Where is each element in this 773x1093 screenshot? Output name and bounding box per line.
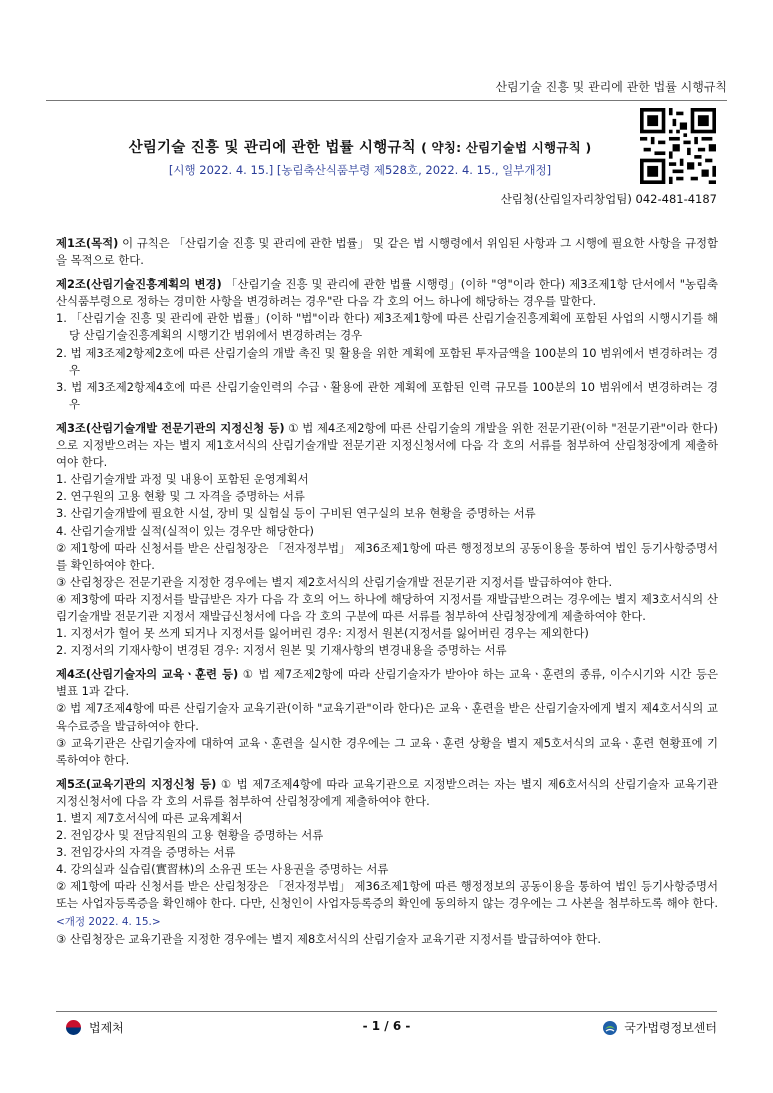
article-heading[interactable]: 제1조(목적) — [56, 236, 119, 250]
article-heading[interactable]: 제3조(산림기술개발 전문기관의 지정신청 등) — [56, 420, 285, 435]
list-item: 1. 산림기술개발 과정 및 내용이 포함된 운영계획서 — [56, 472, 309, 487]
list-item: 4. 강의실과 실습림(實習林)의 소유권 또는 사용권을 증명하는 서류 — [56, 862, 389, 877]
article-text: ① 법 제7조제2항에 따라 산림기술자가 받아야 하는 교육ㆍ훈련의 종류, 이수시기와 시간 등은 별표 1과 같다. — [56, 667, 718, 699]
list-item: 1. 지정서가 헐어 못 쓰게 되거나 지정서를 잃어버린 경우: 지정서 원본(지정서를 잃어버린 경우는 제외한다) — [56, 626, 589, 641]
list-item: 3. 산림기술개발에 필요한 시설, 장비 및 실험실 등이 구비된 연구실의 보유 현황을 증명하는 서류 — [56, 506, 536, 521]
article-text: 「산림기술 진흥 및 관리에 관한 법률 시행령」(이하 "영"이라 한다) 제3조제1항 단서에서 "농림축산식품부령으로 정하는 경미한 사항을 변경하려는 경우"란 다음 각 호의 어느 하나에 해당하는 경우를 말한다. — [56, 277, 718, 309]
list-item: 2. 지정서의 기재사항이 변경된 경우: 지정서 원본 및 기재사항의 변경내용을 증명하는 서류 — [56, 643, 507, 658]
footer-org: 법제처 — [89, 1021, 124, 1035]
header-rule — [46, 100, 727, 101]
title-block — [70, 136, 650, 178]
enforcement-info[interactable]: [시행 2022. 4. 15.] [농림축산식품부령 제528호, 2022. 4. 15., 일부개정] — [168, 163, 552, 177]
amendment-note[interactable]: <개정 2022. 4. 15.> — [56, 915, 161, 928]
article-2 — [56, 276, 718, 413]
article-3 — [56, 420, 718, 659]
article-text: ① 법 제7조제4항에 따라 교육기관으로 지정받으려는 자는 별지 제6호서식의 산림기술자 교육기관 지정신청서에 다음 각 호의 서류를 첨부하여 산림청장에게 제출하여야 한다. — [56, 776, 718, 808]
footer-rule — [56, 1011, 717, 1012]
footer-right — [602, 1019, 717, 1036]
paragraph: ② 제1항에 따라 신청서를 받은 산림청장은 「전자정부법」 제36조제1항에 따른 행정정보의 공동이용을 통하여 법인 등기사항증명서를 확인하여야 한다. — [56, 540, 718, 572]
page-title — [70, 136, 650, 157]
footer-center-name: 국가법령정보센터 — [624, 1021, 717, 1035]
article-heading[interactable]: 제2조(산림기술진흥계획의 변경) — [56, 277, 222, 292]
paragraph-text: ② 제1항에 따라 신청서를 받은 산림청장은 「전자정부법」 제36조제1항에 따른 행정정보의 공동이용을 통하여 법인 등기사항증명서 또는 사업자등록증을 확인해야 한다. 다만, 신청인이 사업자등록증의 확인에 동의하지 않는 경우에는 그 사본을 첨부하도록 해야 한다. — [56, 879, 718, 911]
list-item: 1. 「산림기술 진흥 및 관리에 관한 법률」(이하 "법"이라 한다) 제3조제1항에 따른 산림기술진흥계획에 포함된 사업의 시행시기를 해당 산림기술진흥계획의 시행기간 범위에서 변경하려는 경우 — [56, 311, 718, 343]
list-item: 2. 전임강사 및 전담직원의 고용 현황을 증명하는 서류 — [56, 828, 324, 843]
list-item: 3. 전임강사의 자격을 증명하는 서류 — [56, 845, 236, 860]
list-item: 3. 법 제3조제2항제4호에 따른 산림기술인력의 수급ㆍ활용에 관한 계획에 포함된 인력 규모를 100분의 10 범위에서 변경하려는 경우 — [56, 379, 718, 411]
article-heading[interactable]: 제5조(교육기관의 지정신청 등) — [56, 776, 217, 791]
law-body — [56, 235, 718, 955]
paragraph: ③ 산림청장은 전문기관을 지정한 경우에는 별지 제2호서식의 산림기술개발 전문기관 지정서를 발급하여야 한다. — [56, 574, 613, 589]
list-item: 4. 산림기술개발 실적(실적이 있는 경우만 해당한다) — [56, 523, 314, 538]
list-item: 1. 별지 제7호서식에 따른 교육계획서 — [56, 811, 243, 825]
paragraph: ② 법 제7조제4항에 따른 산림기술자 교육기관(이하 "교육기관"이라 한다)은 교육ㆍ훈련을 받은 산림기술자에게 별지 제4호서식의 교육수료증을 발급하여야 한다. — [56, 701, 718, 733]
article-heading[interactable]: 제4조(산림기술자의 교육ㆍ훈련 등) — [56, 667, 239, 682]
article-5 — [56, 776, 718, 948]
paragraph: ③ 산림청장은 교육기관을 지정한 경우에는 별지 제8호서식의 산림기술자 교육기관 지정서를 발급하여야 한다. — [56, 931, 602, 946]
list-item: 2. 법 제3조제2항제2호에 따른 산림기술의 개발 촉진 및 활용을 위한 계획에 포함된 투자금액을 100분의 10 범위에서 변경하려는 경우 — [56, 345, 718, 377]
paragraph — [56, 878, 718, 930]
paragraph: ③ 교육기관은 산림기술자에 대하여 교육ㆍ훈련을 실시한 경우에는 그 교육ㆍ훈련 상황을 별지 제5호서식의 교육ㆍ훈련 현황표에 기록하여야 한다. — [56, 735, 718, 767]
law-center-logo-icon — [602, 1020, 618, 1036]
running-head: 산림기술 진흥 및 관리에 관한 법률 시행규칙 — [495, 80, 727, 94]
article-4 — [56, 666, 718, 769]
article-text: 이 규칙은 「산림기술 진흥 및 관리에 관한 법률」 및 같은 법 시행령에서 위임된 사항과 그 시행에 필요한 사항을 규정함을 목적으로 한다. — [56, 236, 718, 268]
list-item: 2. 연구원의 고용 현황 및 그 자격을 증명하는 서류 — [56, 489, 305, 504]
short-title: ( 약칭: 산림기술법 시행규칙 ) — [421, 140, 592, 155]
law-title: 산림기술 진흥 및 관리에 관한 법률 시행규칙 — [128, 140, 416, 156]
agency-contact: 산림청(산림일자리창업팀) 042-481-4187 — [500, 192, 717, 206]
article-text: ① 법 제4조제2항에 따른 산림기술의 개발을 위한 전문기관(이하 "전문기관"이라 한다)으로 지정받으려는 자는 별지 제1호서식의 산림기술개발 전문기관 지정신청서에 다음 각 호의 서류를 첨부하여 산림청장에게 제출하여야 한다. — [56, 420, 718, 470]
paragraph: ④ 제3항에 따라 지정서를 발급받은 자가 다음 각 호의 어느 하나에 해당하여 지정서를 재발급받으려는 경우에는 별지 제3호서식의 산림기술개발 전문기관 지정서 재발급신청서에 다음 각 호의 구분에 따른 서류를 첨부하여 산림청장에게 제출하여야 한다. — [56, 591, 718, 623]
page-number: - 1 / 6 - — [362, 1019, 411, 1033]
article-1 — [56, 235, 718, 269]
qr-code-icon[interactable] — [640, 108, 716, 184]
